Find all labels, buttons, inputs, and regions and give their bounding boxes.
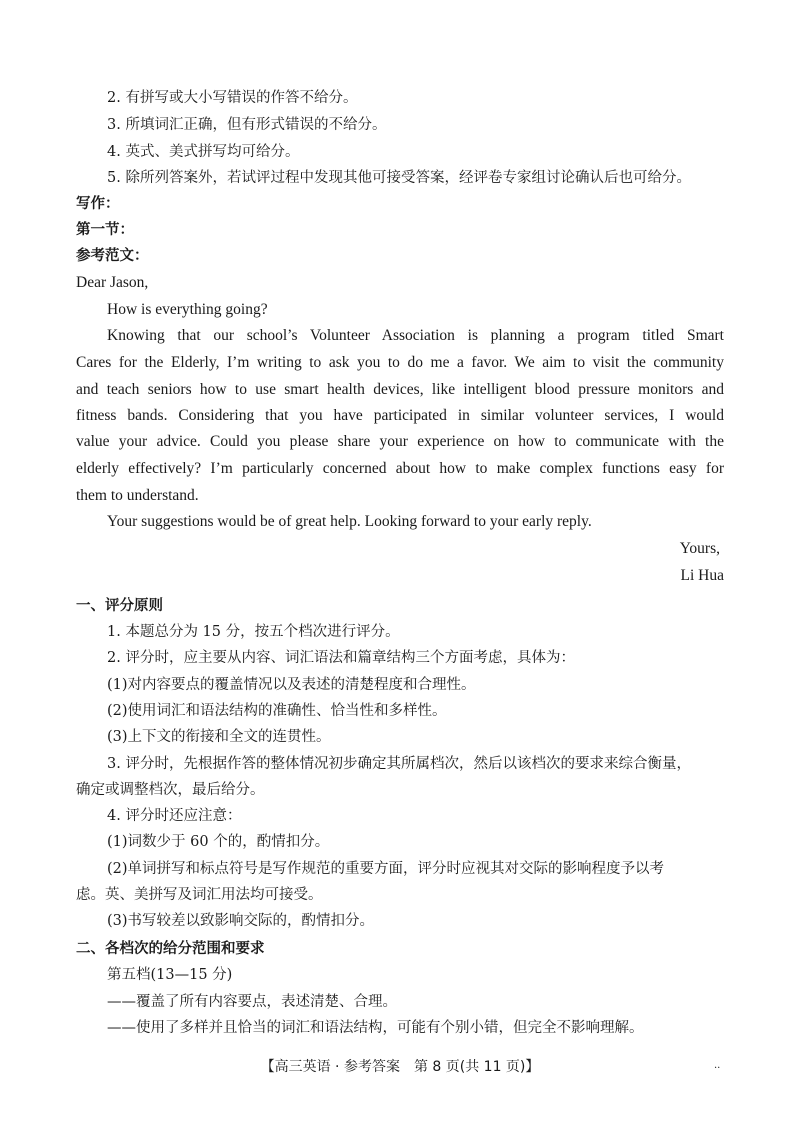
principles-heading: 一、评分原则 — [76, 598, 163, 614]
principle-item: 1. 本题总分为 15 分，按五个档次进行评分。 — [107, 624, 400, 640]
marking-note-4: 4. 英式、美式拼写均可给分。 — [107, 144, 300, 160]
page-footer — [0, 1057, 800, 1077]
principle-item: (2)使用词汇和语法结构的准确性、恰当性和多样性。 — [107, 703, 447, 719]
principle-item: (1)对内容要点的覆盖情况以及表述的清楚程度和合理性。 — [107, 677, 476, 693]
principle-item: (2)单词拼写和标点符号是写作规范的重要方面，评分时应视其对交际的影响程度予以考 — [107, 861, 665, 877]
principle-item: 2. 评分时，应主要从内容、词汇语法和篇章结构三个方面考虑，具体为： — [107, 650, 575, 666]
letter-body-line: Cares for the Elderly, I’m writing to ask you to do me a favor. We aim to visit the community — [76, 354, 724, 371]
letter-closing-paragraph: Your suggestions would be of great help. Looking forward to your early reply. — [107, 513, 592, 530]
letter-body-line: elderly effectively? I’m particularly concerned about how to make complex functions easy for — [76, 460, 724, 477]
section-heading: 第一节： — [76, 222, 134, 238]
letter-body-line: them to understand. — [76, 487, 199, 504]
footer-mark: .. — [714, 1060, 721, 1071]
principle-item: (1)词数少于 60 个的，酌情扣分。 — [107, 834, 330, 850]
bands-heading: 二、各档次的给分范围和要求 — [76, 941, 265, 957]
letter-body-line: fitness bands. Considering that you have participated in similar volunteer services, I would — [76, 407, 724, 424]
principle-item: 3. 评分时，先根据作答的整体情况初步确定其所属档次，然后以该档次的要求来综合衡量， — [107, 756, 691, 772]
writing-heading: 写作： — [76, 196, 120, 212]
letter-closing: Yours, — [679, 540, 720, 557]
letter-body-line: value your advice. Could you please share your experience on how to communicate with the — [76, 433, 724, 450]
principle-item: (3)书写较差以致影响交际的，酌情扣分。 — [107, 913, 375, 929]
marking-note-5: 5. 除所列答案外，若试评过程中发现其他可接受答案，经评卷专家组讨论确认后也可给分。 — [107, 170, 691, 186]
letter-salutation: Dear Jason, — [76, 274, 149, 291]
sample-essay-heading: 参考范文： — [76, 248, 149, 264]
band5-item: ——使用了多样并且恰当的词汇和语法结构，可能有个别小错，但完全不影响理解。 — [107, 1020, 644, 1036]
principle-item: 确定或调整档次，最后给分。 — [76, 782, 265, 798]
principle-item: 虑。英、美拼写及词汇用法均可接受。 — [76, 887, 323, 903]
marking-note-3: 3. 所填词汇正确，但有形式错误的不给分。 — [107, 117, 387, 133]
principle-item: 4. 评分时还应注意： — [107, 808, 242, 824]
letter-opening: How is everything going? — [107, 301, 268, 318]
letter-signature: Li Hua — [680, 567, 724, 584]
principle-item: (3)上下文的衔接和全文的连贯性。 — [107, 729, 331, 745]
band5-title: 第五档(13—15 分) — [107, 967, 233, 983]
marking-note-2: 2. 有拼写或大小写错误的作答不给分。 — [107, 90, 358, 106]
letter-body-line: and teach seniors how to use smart health devices, like intelligent blood pressure monitors and — [76, 381, 724, 398]
footer-text: 【高三英语 · 参考答案 第 8 页(共 11 页)】 — [260, 1059, 540, 1075]
band5-item: ——覆盖了所有内容要点，表述清楚、合理。 — [107, 994, 397, 1010]
letter-body-line: Knowing that our school’s Volunteer Association is planning a program titled Smart — [107, 327, 724, 344]
